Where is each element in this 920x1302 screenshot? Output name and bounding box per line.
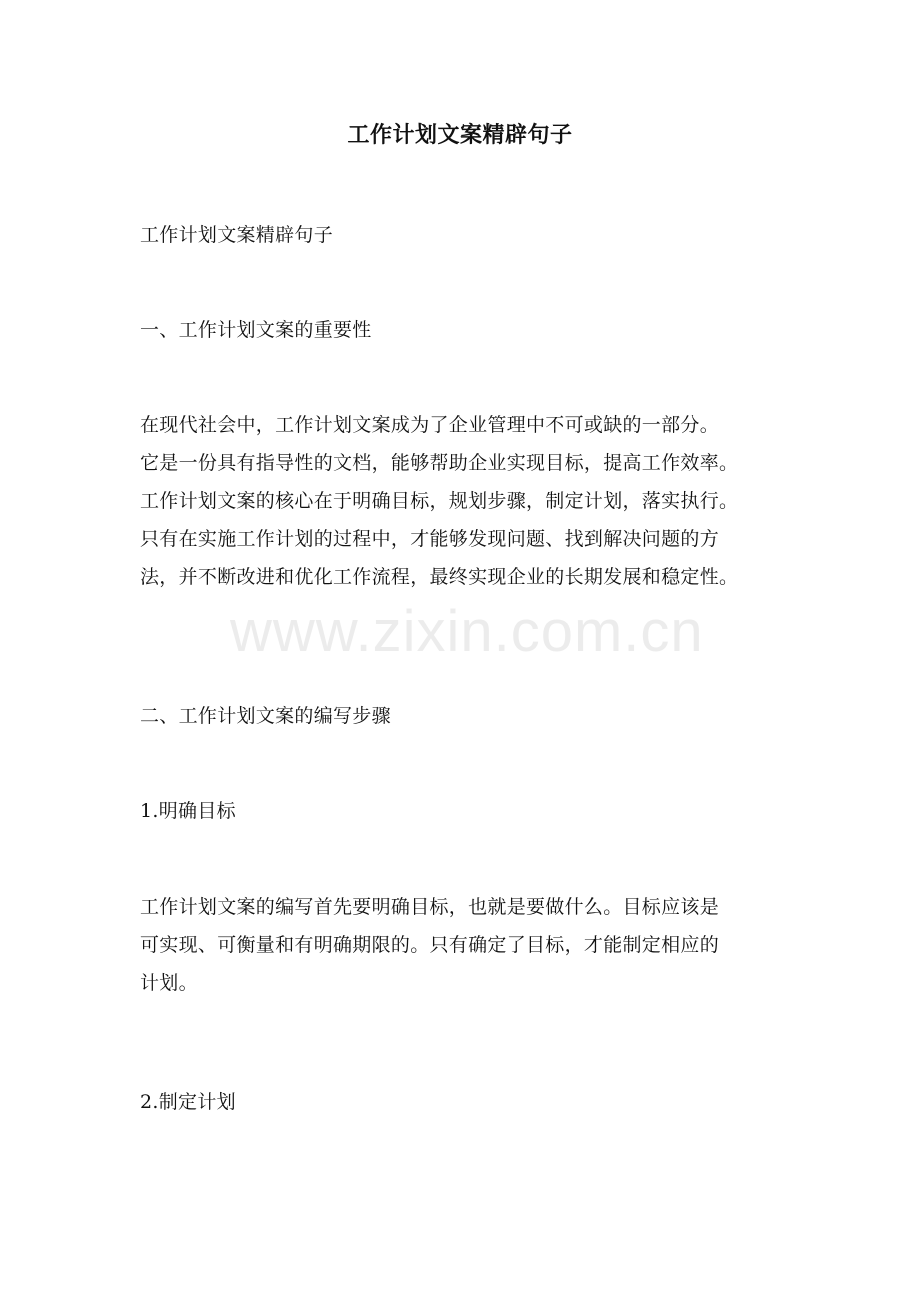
step2-heading: 2.制定计划	[140, 1091, 236, 1113]
document-title: 工作计划文案精辟句子	[347, 122, 573, 148]
section1-heading: 一、工作计划文案的重要性	[140, 319, 372, 341]
document-subtitle: 工作计划文案精辟句子	[140, 224, 334, 246]
section2-heading: 二、工作计划文案的编写步骤	[140, 705, 391, 727]
paragraph-line: 可实现、可衡量和有明确期限的。只有确定了目标，才能制定相应的	[140, 934, 720, 956]
step1-paragraph	[140, 888, 790, 1002]
paragraph-line: 工作计划文案的编写首先要明确目标，也就是要做什么。目标应该是	[140, 896, 720, 918]
paragraph-line: 在现代社会中，工作计划文案成为了企业管理中不可或缺的一部分。	[140, 414, 720, 436]
paragraph-line: 计划。	[140, 972, 198, 994]
paragraph-line: 只有在实施工作计划的过程中，才能够发现问题、找到解决问题的方	[140, 528, 720, 550]
paragraph-line: 工作计划文案的核心在于明确目标，规划步骤，制定计划，落实执行。	[140, 490, 739, 512]
paragraph-line: 它是一份具有指导性的文档，能够帮助企业实现目标，提高工作效率。	[140, 452, 739, 474]
paragraph-line: 法，并不断改进和优化工作流程，最终实现企业的长期发展和稳定性。	[140, 566, 739, 588]
step1-heading: 1.明确目标	[140, 800, 236, 822]
section1-paragraph	[140, 406, 790, 596]
watermark-text: www.zixin.com.cn	[230, 599, 704, 664]
